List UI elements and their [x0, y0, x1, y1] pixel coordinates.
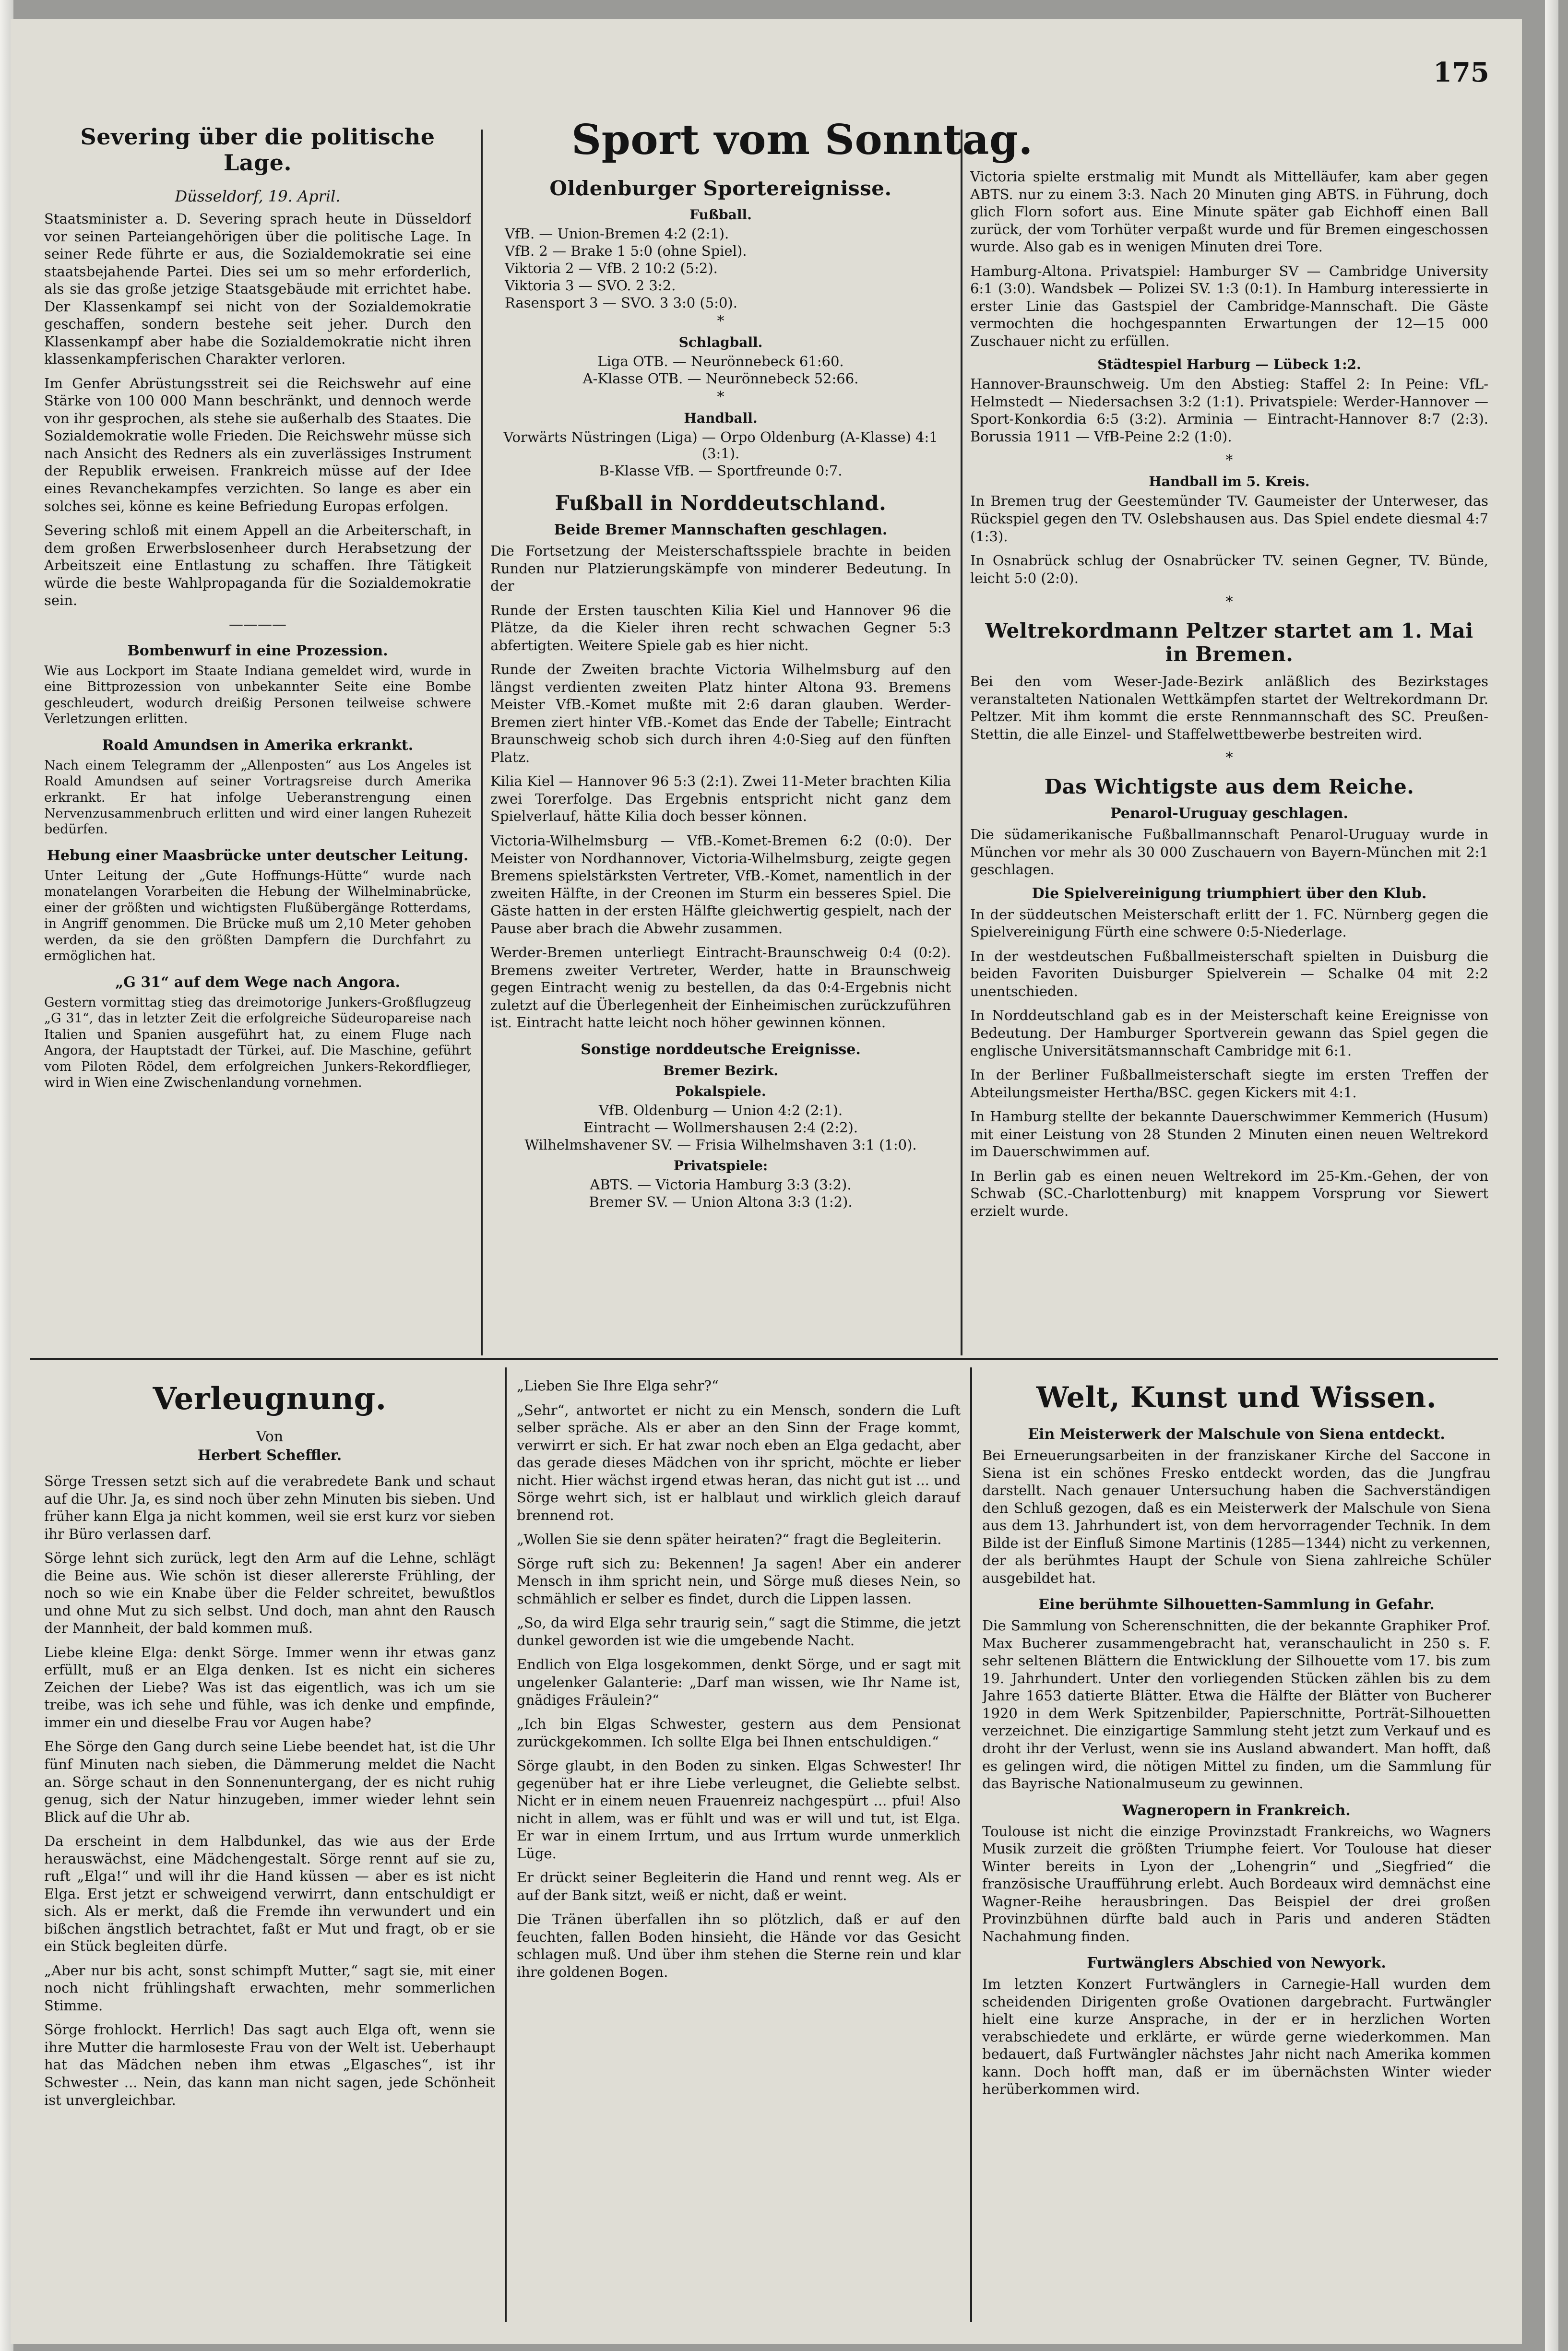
paragraph: Runde der Ersten tauschten Kilia Kiel und Hannover 96 die Plätze, da die Kieler ihren recht schwachen Gegner 5:3 abfertigten. Weitere Spiele gab es hier nicht. [490, 602, 951, 653]
star-separator: * [1225, 452, 1233, 469]
result-line: Vorwärts Nüstringen (Liga) — Orpo Oldenburg (A-Klasse) 4:1 (3:1). [503, 429, 938, 462]
paragraph: Staatsminister a. D. Severing sprach heute in Düsseldorf vor seinen Parteiangehörigen über die politische Lage. In seiner Rede führte er aus, die Sozialdemokratie sei eine staatsbejahende Partei. Dies sei um so mehr erforderlich, als sie das große jetzige Staatsgebäude mit errichtet habe. Der Klassenkampf sei nicht von der Sozialdemokratie geschaffen, sondern bestehe seit jeher. Durch den Klassenkampf aber habe die Sozialdemokratie nicht ihren klassenkampferischen Charakter verloren. [44, 211, 471, 368]
result-line: Rasensport 3 — SVO. 3 3:0 (5:0). [505, 295, 737, 311]
paragraph: Ehe Sörge den Gang durch seine Liebe beendet hat, ist die Uhr fünf Minuten nach sieben, die Dämmerung meldet die Nacht an. Sörge schaut in den Sonnenuntergang, der es nicht ruhig genug, sich der Natur hinzugeben, immer wieder lehnt sein Blick auf die Uhr ab. [44, 1738, 495, 1825]
newspaper-page [11, 19, 1522, 2344]
welt-item-head: Eine berühmte Silhouetten-Sammlung in Gefahr. [1038, 1596, 1435, 1614]
sport-right-column [970, 168, 1488, 1348]
paragraph: Die südamerikanische Fußballmannschaft Penarol-Uruguay wurde in München vor mehr als 30 000 Zuschauern von Bayern-München mit 2:1 geschlagen. [970, 826, 1488, 878]
verleugnung-column-2 [517, 1377, 961, 2322]
sport-title: Sport vom Sonntag. [571, 116, 1033, 164]
star-separator: * [1225, 749, 1233, 767]
handball-label: Handball. [684, 410, 758, 426]
paragraph: Bei den vom Weser-Jade-Bezirk anläßlich des Bezirkstages veranstalteten Nationalen Wettkämpfen startet der Weltrekordmann Dr. Peltzer. Mit ihm kommt die erste Rennmannschaft des SC. Preußen-Stettin, die alle Einzel- und Staffelwettbewerbe bestreiten wird. [970, 673, 1488, 742]
paragraph: Die Fortsetzung der Meisterschaftsspiele brachte in beiden Runden nur Platzierungskämpfe von minderer Bedeutung. In der [490, 543, 951, 594]
result-line: Liga OTB. — Neurönnebeck 61:60. [597, 353, 844, 369]
section-rule [30, 1358, 1498, 1360]
column-rule [970, 1367, 972, 2322]
result-line: A-Klasse OTB. — Neurönnebeck 52:66. [582, 370, 859, 387]
column-rule [961, 130, 962, 1355]
result-line: Eintracht — Wollmershausen 2:4 (2:2). [583, 1119, 858, 1136]
paragraph: Bei Erneuerungsarbeiten in der franziskaner Kirche del Saccone in Siena ist ein schönes Fresko entdeckt worden, das die Jungfrau darstellt. Nach genauer Untersuchung haben die Sachverständigen den Schluß gezogen, daß es ein Meisterwerk der Malschule von Siena aus dem 13. Jahrhundert ist, von dem hervorragender Technik. In dem Bilde ist der Einfluß Simone Martinis (1285—1344) nicht zu verkennen, der als berühmtes Haupt der Schule von Siena zahlreiche Schüler ausgebildet hat. [982, 1447, 1491, 1586]
news-text: Unter Leitung der „Gute Hoffnungs-Hütte“ wurde nach monatelangen Vorarbeiten die Hebung der Wilhelminabrücke, einer der größten und wichtigsten Flußübergänge Rotterdams, in Angriff genommen. Die Brücke muß um 2,10 Meter gehoben werden, da sie den größten Dampfern die Durchfahrt zu ermöglichen hat. [44, 868, 471, 964]
paragraph: Die Tränen überfallen ihn so plötzlich, daß er auf den feuchten, fallen Boden hinsieht, die Hände vor das Gesicht schlagen muß. Und über ihm stehen die Sterne rein und klar ihre goldenen Bogen. [517, 1911, 961, 1980]
paragraph: Sörge glaubt, in den Boden zu sinken. Elgas Schwester! Ihr gegenüber hat er ihre Liebe verleugnet, die Geliebte selbst. Nicht er in einem neuen Frauenreiz nachgespürt ... pfui! Also nicht in allem, was er fühlt und was er will und tut, ist Elga. Er war in einem Irrtum, und aus Irrtum wurde unmerklich Lüge. [517, 1757, 961, 1862]
nord-other-head: Sonstige norddeutsche Ereignisse. [581, 1041, 861, 1058]
story-title: Verleugnung. [153, 1381, 387, 1417]
star-separator: * [1225, 594, 1233, 611]
paragraph: Victoria-Wilhelmsburg — VfB.-Komet-Bremen 6:2 (0:0). Der Meister von Nordhannover, Victoria-Wilhelmsburg, zeigte gegen Bremens spielstärksten Vertreter, VfB.-Komet, namentlich in der zweiten Hälfte, in der Creonen im Sturm ein besseres Spiel. Die Gäste hatten in der ersten Hälfte gleichwertig gespielt, nach der Pause aber brach die Abwehr zusammen. [490, 832, 951, 937]
news-head: Bombenwurf in eine Prozession. [127, 642, 388, 659]
oldenburg-title: Oldenburger Sportereignisse. [549, 177, 892, 200]
paragraph: Werder-Bremen unterliegt Eintracht-Braunschweig 0:4 (0:2). Bremens zweiter Vertreter, Werder, hatte in Braunschweig gegen Eintracht wenig zu bestellen, da das 0:4-Ergebnis nicht zuletzt auf die Überlegenheit der Einheimischen zurückzuführen ist. Eintracht hatte leicht noch höher gewinnen können. [490, 944, 951, 1031]
paragraph: Endlich von Elga losgekommen, denkt Sörge, und er sagt mit ungelenker Galanterie: „Darf man wissen, wie Ihr Name ist, gnädiges Fräulein?“ [517, 1656, 961, 1708]
peltzer-title: Weltrekordmann Peltzer startet am 1. Mai in Bremen. [985, 619, 1473, 666]
column-rule [505, 1367, 507, 2322]
paragraph: Die Sammlung von Scherenschnitten, die der bekannte Graphiker Prof. Max Bucherer zusammengebracht hat, veranschaulicht in 250 s. F. sehr seltenen Blättern die Entwicklung der Silhouette vom 17. bis zum 19. Jahrhundert. Unter den vorliegenden Stücken zählen bis zu dem Jahre 1653 datierte Blätter. Etwa die Hälfte der Blätter von Bucherer 1920 in dem Werk Spitzenbilder, Papierschnitte, Porträt-Silhouetten verzeichnet. Die einzigartige Sammlung steht jetzt zum Verkauf und es droht ihr der Verlust, wenn sie ins Ausland abwandert. Man hofft, daß es gelingen wird, die nötigen Mittel zu finden, um die Sammlung für das Bayrische Nationalmuseum zu gewinnen. [982, 1617, 1491, 1792]
result-line: VfB. Oldenburg — Union 4:2 (2:1). [598, 1102, 843, 1118]
paragraph: Im letzten Konzert Furtwänglers in Carnegie-Hall wurden dem scheidenden Dirigenten große Ovationen dargebracht. Furtwängler hielt eine kurze Ansprache, in der er in herzlichen Worten verabschiedete und erklärte, er würde gerne wiederkommen. Man bedauert, daß Furtwängler nächstes Jahr nicht nach Amerika kommen kann. Doch hofft man, daß er im übernächsten Winter wieder herüberkommen wird. [982, 1976, 1491, 2098]
reich-subhead: Penarol-Uruguay geschlagen. [1110, 805, 1348, 822]
bezirk-label: Bremer Bezirk. [663, 1062, 779, 1079]
result-line: Bremer SV. — Union Altona 3:3 (1:2). [589, 1193, 853, 1210]
paragraph: In Norddeutschland gab es in der Meisterschaft keine Ereignisse von Bedeutung. Der Hamburger Sportverein gewann das Spiel gegen die englische Universitätsmannschaft Cambridge mit 6:1. [970, 1007, 1488, 1059]
welt-item-head: Wagneropern in Frankreich. [1122, 1802, 1351, 1819]
paragraph: Er drückt seiner Begleiterin die Hand und rennt weg. Als er auf der Bank sitzt, weiß er nicht, daß er weint. [517, 1869, 961, 1903]
paragraph: Sörge ruft sich zu: Bekennen! Ja sagen! Aber ein anderer Mensch in ihm spricht nein, und Sörge muß dieses Nein, so schmählich er selber es findet, durch die Lippen lassen. [517, 1555, 961, 1607]
paragraph: Runde der Zweiten brachte Victoria Wilhelmsburg auf den längst verdienten zweiten Platz hinter Altona 93. Bremens Meister VfB.-Komet mußte mit 2:6 daran glauben. Werder-Bremen ziert hinter VfB.-Komet das Ende der Tabelle; Eintracht Braunschweig schob sich durch ihren 4:0-Sieg auf den fünften Platz. [490, 661, 951, 765]
welt-item-head: Ein Meisterwerk der Malschule von Siena entdeckt. [1028, 1426, 1445, 1443]
news-text: Gestern vormittag stieg das dreimotorige Junkers-Großflugzeug „G 31“, das in letzter Zeit die erfolgreiche Südeuropareise nach Italien und Spanien ausgeführt hat, zu einem Fluge nach Angora, der Hauptstadt der Türkei, auf. Die Maschine, geführt vom Piloten Rödel, dem erfolgreichen Junkers-Rekordflieger, wird in Wien eine Zwischenlandung vornehmen. [44, 995, 471, 1091]
paragraph: Hannover-Braunschweig. Um den Abstieg: Staffel 2: In Peine: VfL-Helmstedt — Niedersachsen 3:2 (1:1). Privatspiele: Werder-Hannover — Sport-Konkordia 6:5 (3:2). Arminia — Eintracht-Hannover 8:7 (2:3). Borussia 1911 — VfB-Peine 2:2 (1:0). [970, 376, 1488, 445]
nord-title: Fußball in Norddeutschland. [555, 491, 887, 515]
paragraph: In der westdeutschen Fußballmeisterschaft spielten in Duisburg die beiden Favoriten Duisburger Spielverein — Schalke 04 mit 2:2 unentschieden. [970, 948, 1488, 999]
welt-kunst-wissen-column [982, 1377, 1491, 2322]
severing-column [44, 120, 471, 1348]
fussball-label: Fußball. [689, 207, 752, 223]
paragraph: Da erscheint in dem Halbdunkel, das wie aus der Erde herauswächst, eine Mädchengestalt. Sörge rennt auf sie zu, ruft „Elga!“ und will ihr die Hand küssen — aber es ist nicht Elga. Erst jetzt er schweigend verwirrt, dann entschuldigt er sich. Als er merkt, daß die Fremde ihn verwundert und ein bißchen ängstlich betrachtet, faßt er Mut und fragt, ob er sie ein Stück begleiten dürfe. [44, 1833, 495, 1955]
result-line: Viktoria 2 — VfB. 2 10:2 (5:2). [505, 260, 718, 276]
paragraph: „Aber nur bis acht, sonst schimpft Mutter,“ sagt sie, mit einer noch nicht frühlingshaft erwachten, mehr sommerlichen Stimme. [44, 1962, 495, 2014]
pokal-label: Pokalspiele. [675, 1083, 766, 1099]
result-line: B-Klasse VfB. — Sportfreunde 0:7. [599, 463, 843, 479]
paragraph: In Berlin gab es einen neuen Weltrekord im 25-Km.-Gehen, der von Schwab (SC.-Charlottenburg) mit knappem Vorsprung vor Siewert erzielt wurde. [970, 1167, 1488, 1219]
result-line: VfB. — Union-Bremen 4:2 (2:1). [505, 226, 729, 242]
staedtespiel-line: Städtespiel Harburg — Lübeck 1:2. [1097, 356, 1361, 373]
paragraph: „So, da wird Elga sehr traurig sein,“ sagt die Stimme, die jetzt dunkel geworden ist wie die umgebende Nacht. [517, 1615, 961, 1649]
result-line: Viktoria 3 — SVO. 2 3:2. [505, 277, 676, 294]
news-head: „G 31“ auf dem Wege nach Angora. [115, 974, 400, 991]
news-text: Nach einem Telegramm der „Allenposten“ aus Los Angeles ist Roald Amundsen auf seiner Vortragsreise durch Amerika erkrankt. Er hat infolge Ueberanstrengung einen Nervenzusammenbruch erlitten und wird einer langen Ruhezeit bedürfen. [44, 758, 471, 837]
verleugnung-column-1 [44, 1377, 495, 2322]
paragraph: In Osnabrück schlug der Osnabrücker TV. seinen Gegner, TV. Bünde, leicht 5:0 (2:0). [970, 552, 1488, 586]
paragraph: „Wollen Sie sie denn später heiraten?“ fragt die Begleiterin. [517, 1531, 942, 1548]
paragraph: In Hamburg stellte der bekannte Dauerschwimmer Kemmerich (Husum) mit einer Leistung von 28 Stunden 2 Minuten einen neuen Weltrekord im Dauerschwimmen auf. [970, 1108, 1488, 1160]
schlagball-label: Schlagball. [678, 334, 763, 350]
paragraph: Sörge frohlockt. Herrlich! Das sagt auch Elga oft, wenn sie ihre Mutter die harmloseste Frau von der Welt ist. Ueberhaupt hat das Mädchen neben ihm etwas „Elgasches“, ist ihr Schwester ... Nein, das kann man nicht sagen, jede Schönheit ist unvergleichbar. [44, 2021, 495, 2108]
news-text: Wie aus Lockport im Staate Indiana gemeldet wird, wurde in eine Bittprozession von unbekannter Seite eine Bombe geschleudert, wodurch dreißig Personen teilweise schwere Verletzungen erlitten. [44, 663, 471, 727]
separator-rule: ———— [229, 616, 286, 633]
article-title: Severing über die politische Lage. [80, 124, 435, 176]
star-separator: * [717, 313, 725, 330]
sport-middle-column [490, 168, 951, 1348]
paragraph: Victoria spielte erstmalig mit Mundt als Mittelläufer, kam aber gegen ABTS. nur zu einem 3:3. Nach 20 Minuten ging ABTS. in Führung, doch glich Florn sofort aus. Eine Minute später gab Eichhoff einen Ball zurück, der vom Torhüter verpaßt wurde und für Bremen eingeschossen wurde. Also gab es in wenigen Minuten drei Tore. [970, 168, 1488, 255]
paragraph: „Ich bin Elgas Schwester, gestern aus dem Pensionat zurückgekommen. Ich sollte Elga bei Ihnen entschuldigen.“ [517, 1716, 961, 1750]
author: Herbert Scheffler. [197, 1447, 342, 1464]
column-rule [481, 130, 483, 1355]
byline-von: Von [256, 1428, 284, 1445]
handball-kreis-label: Handball im 5. Kreis. [1149, 474, 1310, 490]
nord-subtitle: Beide Bremer Mannschaften geschlagen. [554, 522, 888, 538]
welt-title: Welt, Kunst und Wissen. [1036, 1381, 1437, 1414]
star-separator: * [717, 389, 725, 405]
paragraph: In Bremen trug der Geestemünder TV. Gaumeister der Unterweser, das Rückspiel gegen den TV. Oslebshausen aus. Das Spiel endete diesmal 4:7 (1:3). [970, 493, 1488, 545]
paragraph: Im Genfer Abrüstungsstreit sei die Reichswehr auf eine Stärke von 100 000 Mann beschränkt, und dennoch werde von ihr gesprochen, als stehe sie außerhalb des Staates. Die Sozialdemokratie wolle Frieden. Die Reichswehr müsse sich nach Ansicht des Redners als ein zuverlässiges Instrument der Republik erweisen. Frankreich müsse auf der Idee eines Revanchekampfes verzichten. So lange es aber ein solches sei, könne es keine Befriedung Europas erfolgen. [44, 375, 471, 514]
paragraph: Toulouse ist nicht die einzige Provinzstadt Frankreichs, wo Wagners Musik zurzeit die größten Triumphe feiert. Vor Toulouse hat dieser Winter bereits in Lyon der „Lohengrin“ und „Siegfried“ die französische Uraufführung erlebt. Auch Bordeaux wird demnächst eine Wagner-Reihe herausbringen. Das Beispiel der drei großen Provinzbühnen dürfte bald auch in Paris und anderen Städten Nachahmung finden. [982, 1823, 1491, 1945]
paragraph: Severing schloß mit einem Appell an die Arbeiterschaft, in dem großen Erwerbslosenheer durch Herabsetzung der Arbeitszeit eine Entlastung zu schaffen. Ihre Tätigkeit würde die beste Wahlpropaganda für die Sozialdemokratie sein. [44, 522, 471, 609]
result-line: VfB. 2 — Brake 1 5:0 (ohne Spiel). [505, 243, 747, 259]
dateline: Düsseldorf, 19. April. [175, 187, 341, 205]
paragraph: Sörge lehnt sich zurück, legt den Arm auf die Lehne, schlägt die Beine aus. Wie schön ist dieser allererste Frühling, der noch so wie ein Knabe über die Felder schreitet, bewußtlos und ohne Mut zu sich selbst. Und doch, man ahnt den Rausch der Mannheit, der bald kommen muß. [44, 1550, 495, 1637]
reich-title: Das Wichtigste aus dem Reiche. [1044, 775, 1414, 799]
paragraph: Sörge Tressen setzt sich auf die verabredete Bank und schaut auf die Uhr. Ja, es sind noch über zehn Minuten bis sieben. Und früher kann Elga ja nicht kommen, weil sie erst kurz vor sieben ihr Büro verlassen darf. [44, 1473, 495, 1542]
page-edge-right [1545, 0, 1558, 2351]
news-head: Hebung einer Maasbrücke unter deutscher Leitung. [47, 847, 469, 864]
result-line: Wilhelmshavener SV. — Frisia Wilhelmshaven 3:1 (1:0). [524, 1136, 917, 1153]
reich-subhead: Die Spielvereinigung triumphiert über den Klub. [1032, 885, 1427, 902]
paragraph: Hamburg-Altona. Privatspiel: Hamburger SV — Cambridge University 6:1 (3:0). Wandsbek — Polizei SV. 1:3 (0:1). In Hamburg interessierte in erster Linie das Gastspiel der Cambridge-Mannschaft. Die Gäste vermochten die hochgespannten Erwartungen der 12—15 000 Zuschauer nicht zu erfüllen. [970, 262, 1488, 349]
news-head: Roald Amundsen in Amerika erkrankt. [102, 736, 414, 754]
privat-label: Privatspiele: [673, 1157, 768, 1174]
result-line: ABTS. — Victoria Hamburg 3:3 (3:2). [590, 1176, 852, 1193]
paragraph: In der Berliner Fußballmeisterschaft siegte im ersten Treffen der Abteilungsmeister Hertha/BSC. gegen Kickers mit 4:1. [970, 1067, 1488, 1101]
welt-item-head: Furtwänglers Abschied von Newyork. [1087, 1955, 1386, 1972]
paragraph: In der süddeutschen Meisterschaft erlitt der 1. FC. Nürnberg gegen die Spielvereinigung Fürth eine schwere 0:5-Niederlage. [970, 906, 1488, 940]
paragraph: „Sehr“, antwortet er nicht zu ein Mensch, sondern die Luft selber spräche. Als er aber an den Sinn der Frage kommt, verwirrt er sich. Er hat zwar noch eben an Elga gedacht, aber das gerade dieses Mädchen von ihr spricht, möchte er lieber nicht. Hier wächst irgend etwas heran, das nicht gut ist ... und Sörge wehrt sich, ist er halblaut und wirklich gleich darauf brennend rot. [517, 1401, 961, 1523]
paragraph: „Lieben Sie Ihre Elga sehr?“ [517, 1377, 719, 1394]
page-number: 175 [1433, 57, 1489, 88]
paragraph: Kilia Kiel — Hannover 96 5:3 (2:1). Zwei 11-Meter brachten Kilia zwei Torerfolge. Das Ergebnis entspricht nicht ganz dem Spielverlauf, hätte Kilia doch besser können. [490, 773, 951, 825]
paragraph: Liebe kleine Elga: denkt Sörge. Immer wenn ihr etwas ganz erfüllt, muß er an Elga denken. Ist es nicht ein sicheres Zeichen der Liebe? Was ist das eigentlich, was ich um sie treibe, was ich sehe und fühle, was ich denke und empfinde, immer ein und dieselbe Frau vor Augen habe? [44, 1644, 495, 1731]
